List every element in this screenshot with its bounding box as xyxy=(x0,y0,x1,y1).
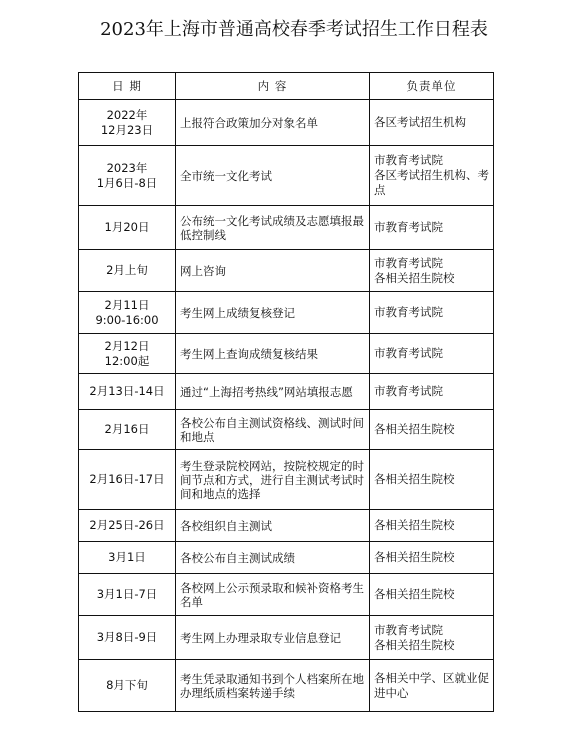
date-cell xyxy=(79,334,176,374)
table-row xyxy=(79,574,494,616)
date-cell xyxy=(79,250,176,292)
content-cell: 考生凭录取通知书到个人档案所在地办理纸质档案转递手续 xyxy=(176,660,370,712)
unit-line: 市教育考试院 xyxy=(374,255,443,270)
content-cell: 各校公布自主测试资格线、测试时间和地点 xyxy=(176,410,370,450)
content-cell: 各校网上公示预录取和候补资格考生名单 xyxy=(176,574,370,616)
date-cell xyxy=(79,616,176,660)
schedule-table xyxy=(78,72,494,712)
unit-line: 各相关招生院校 xyxy=(374,270,455,285)
content-cell: 考生网上办理录取专业信息登记 xyxy=(176,616,370,660)
content-cell: 各校公布自主测试成绩 xyxy=(176,542,370,574)
header-content: 内 容 xyxy=(176,73,370,100)
unit-cell xyxy=(370,542,494,574)
unit-line: 各相关招生院校 xyxy=(374,550,455,564)
unit-cell xyxy=(370,574,494,616)
date-cell xyxy=(79,542,176,574)
table-row xyxy=(79,616,494,660)
date-line: 9:00-16:00 xyxy=(95,312,159,327)
content-cell: 通过“上海招考热线”网站填报志愿 xyxy=(176,374,370,410)
unit-line: 市教育考试院 xyxy=(374,153,443,167)
unit-line: 各相关招生院校 xyxy=(374,518,455,532)
content-cell: 公布统一文化考试成绩及志愿填报最低控制线 xyxy=(176,206,370,250)
date-cell xyxy=(79,660,176,712)
date-cell xyxy=(79,510,176,542)
date-line: 3月1日-7日 xyxy=(96,587,158,601)
date-line: 12:00起 xyxy=(104,353,150,368)
date-line: 2月12日 xyxy=(104,338,150,353)
date-line: 2022年 xyxy=(106,107,148,122)
content-cell: 全市统一文化考试 xyxy=(176,146,370,206)
table-row xyxy=(79,250,494,292)
date-line: 8月下旬 xyxy=(106,678,148,692)
unit-cell xyxy=(370,292,494,334)
date-cell xyxy=(79,410,176,450)
unit-line: 各相关招生院校 xyxy=(374,637,455,652)
document-title: 2023年上海市普通高校春季考试招生工作日程表 xyxy=(100,19,488,40)
table-row xyxy=(79,542,494,574)
table-row xyxy=(79,146,494,206)
date-line: 2月25日-26日 xyxy=(89,518,165,532)
content-cell: 考生登录院校网站，按院校规定的时间节点和方式，进行自主测试考试时间和地点的选择 xyxy=(176,450,370,510)
table-row xyxy=(79,334,494,374)
content-cell: 考生网上查询成绩复核结果 xyxy=(176,334,370,374)
unit-cell xyxy=(370,206,494,250)
table-row xyxy=(79,410,494,450)
header-row xyxy=(79,73,494,100)
unit-line: 市教育考试院 xyxy=(374,305,443,319)
unit-cell xyxy=(370,250,494,292)
unit-line: 各相关招生院校 xyxy=(374,472,455,486)
table-row xyxy=(79,660,494,712)
table-row xyxy=(79,510,494,542)
date-cell xyxy=(79,206,176,250)
header-unit: 负责单位 xyxy=(370,73,494,100)
unit-line: 各相关招生院校 xyxy=(374,422,455,436)
content-cell: 网上咨询 xyxy=(176,250,370,292)
unit-line: 市教育考试院 xyxy=(374,220,443,234)
content-cell: 考生网上成绩复核登记 xyxy=(176,292,370,334)
date-line: 12月23日 xyxy=(100,122,154,137)
table-body xyxy=(79,100,494,712)
unit-cell xyxy=(370,146,494,206)
date-cell xyxy=(79,100,176,146)
date-line: 2月11日 xyxy=(104,297,150,312)
table-row xyxy=(79,374,494,410)
content-cell: 上报符合政策加分对象名单 xyxy=(176,100,370,146)
date-cell xyxy=(79,450,176,510)
date-cell xyxy=(79,146,176,206)
unit-cell xyxy=(370,450,494,510)
content-cell: 各校组织自主测试 xyxy=(176,510,370,542)
date-line: 2月上旬 xyxy=(106,263,148,277)
header-date: 日 期 xyxy=(79,73,176,100)
table-row xyxy=(79,450,494,510)
date-line: 2月16日 xyxy=(104,422,150,436)
unit-cell xyxy=(370,510,494,542)
unit-cell xyxy=(370,660,494,712)
unit-line: 各区考试招生机构、考点 xyxy=(374,168,489,197)
date-line: 1月20日 xyxy=(104,220,150,234)
unit-cell xyxy=(370,410,494,450)
unit-line: 市教育考试院 xyxy=(374,346,443,360)
unit-line: 市教育考试院 xyxy=(374,384,443,398)
unit-cell xyxy=(370,100,494,146)
date-line: 1月6日-8日 xyxy=(96,175,158,190)
unit-cell xyxy=(370,374,494,410)
unit-cell xyxy=(370,334,494,374)
date-line: 2月16日-17日 xyxy=(89,472,165,486)
table-header xyxy=(79,73,494,100)
date-line: 2月13日-14日 xyxy=(89,384,165,398)
date-line: 3月1日 xyxy=(108,550,146,564)
unit-line: 各相关招生院校 xyxy=(374,587,455,601)
unit-line: 市教育考试院 xyxy=(374,622,443,637)
date-cell xyxy=(79,374,176,410)
unit-cell xyxy=(370,616,494,660)
date-cell xyxy=(79,292,176,334)
date-cell xyxy=(79,574,176,616)
table-row xyxy=(79,292,494,334)
unit-line: 各区考试招生机构 xyxy=(374,115,466,129)
table-row xyxy=(79,100,494,146)
table-row xyxy=(79,206,494,250)
date-line: 3月8日-9日 xyxy=(96,630,158,644)
unit-line: 各相关中学、区就业促进中心 xyxy=(374,670,489,700)
date-line: 2023年 xyxy=(106,160,148,175)
